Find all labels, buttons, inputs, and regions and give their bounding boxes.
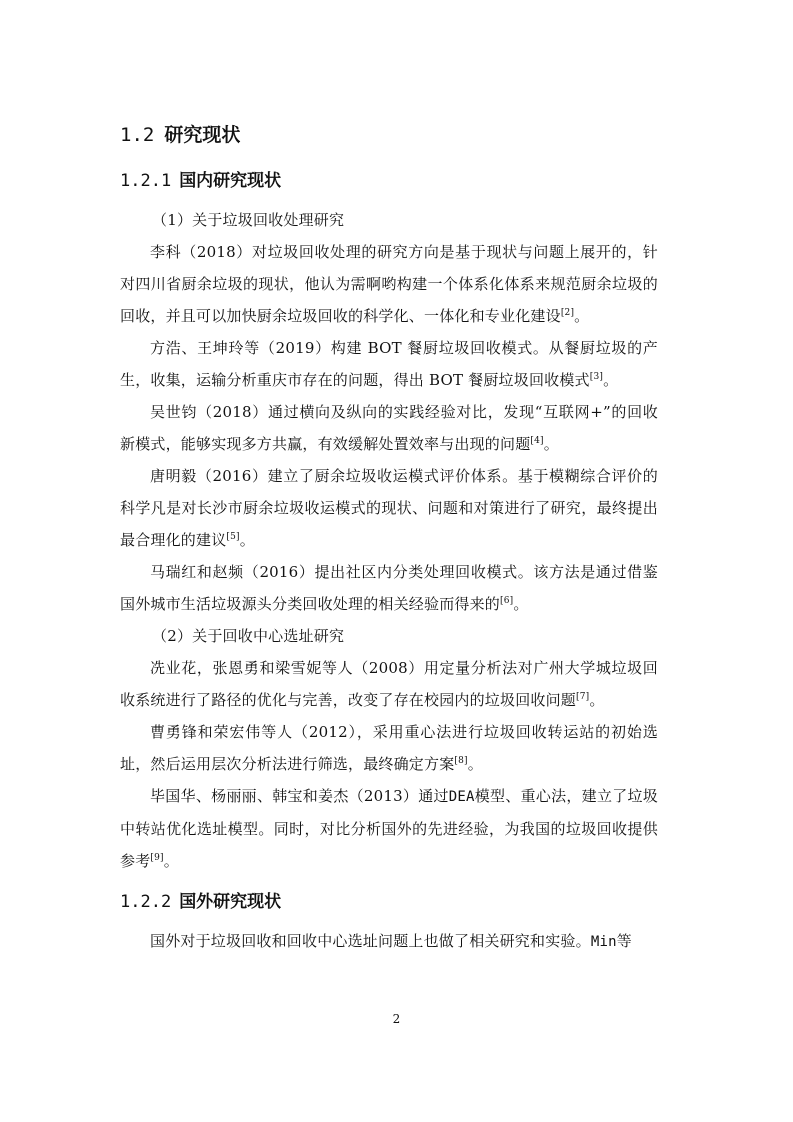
paragraph-li-ke: 李科（2018）对垃圾回收处理的研究方向是基于现状与问题上展开的，针对四川省厨余垃圾的现状，他认为需啊哟构建一个体系化体系来规范厨余垃圾的回收，并且可以加快厨余垃圾回收的科学化、一体化和专业化建设[2]。 (120, 243, 658, 325)
citation-ref: [8] (454, 756, 468, 766)
subsection-title: 国外研究现状 (179, 892, 282, 912)
paragraph-bi-guohua: 毕国华、杨丽丽、韩宝和姜杰（2013）通过DEA模型、重心法，建立了垃圾中转站优化选址模型。同时，对比分析国外的先进经验，为我国的垃圾回收提供参考[9]。 (120, 787, 658, 870)
citation-ref: [7] (576, 692, 590, 702)
section-title: 研究现状 (164, 124, 241, 146)
paragraph-fang-hao: 方浩、王坤玲等（2019）构建 BOT 餐厨垃圾回收模式。从餐厨垃圾的产生，收集，运输分析重庆市存在的问题，得出 BOT 餐厨垃圾回收模式[3]。 (120, 339, 658, 389)
topic-heading-site-selection: （2）关于回收中心选址研究 (152, 627, 345, 645)
citation-ref: [4] (530, 436, 544, 446)
subsection-heading-foreign (120, 885, 658, 919)
paragraph-cao-yongfeng: 曹勇锋和荣宏伟等人（2012），采用重心法进行垃圾回收转运站的初始选址，然后运用层次分析法进行筛选，最终确定方案[8]。 (120, 723, 658, 773)
subsection-number: 1.2.1 (120, 171, 172, 191)
page-number: 2 (392, 1012, 401, 1026)
paragraph-foreign-intro: 国外对于垃圾回收和回收中心选址问题上也做了相关研究和实验。Min等 (150, 932, 632, 950)
paragraph-xian-yehua: 冼业花，张恩勇和梁雪妮等人（2008）用定量分析法对广州大学城垃圾回收系统进行了路径的优化与完善，改变了存在校园内的垃圾回收问题[7]。 (120, 659, 658, 709)
section-heading (120, 118, 658, 152)
subsection-number: 1.2.2 (120, 892, 172, 912)
citation-ref: [2] (560, 308, 575, 318)
citation-ref: [3] (589, 372, 604, 382)
paragraph-ma-ruihong: 马瑞红和赵频（2016）提出社区内分类处理回收模式。该方法是通过借鉴国外城市生活垃圾源头分类回收处理的相关经验而得来的[6]。 (120, 563, 658, 613)
topic-heading-garbage-recycling: （1）关于垃圾回收处理研究 (152, 211, 345, 229)
paragraph-tang-mingyi: 唐明毅（2016）建立了厨余垃圾收运模式评价体系。基于模糊综合评价的科学凡是对长沙市厨余垃圾收运模式的现状、问题和对策进行了研究，最终提出最合理化的建议[5]。 (120, 467, 658, 549)
citation-ref: [6] (500, 596, 514, 606)
subsection-title: 国内研究现状 (179, 171, 282, 191)
subsection-heading-domestic (120, 164, 658, 198)
paragraph-wu-shijun: 吴世钧（2018）通过横向及纵向的实践经验对比，发现“互联网+”的回收新模式，能够实现多方共赢，有效缓解处置效率与出现的问题[4]。 (120, 403, 658, 453)
document-body (120, 118, 658, 958)
citation-ref: [9] (150, 853, 164, 863)
citation-ref: [5] (226, 532, 240, 542)
section-number: 1.2 (120, 124, 155, 146)
